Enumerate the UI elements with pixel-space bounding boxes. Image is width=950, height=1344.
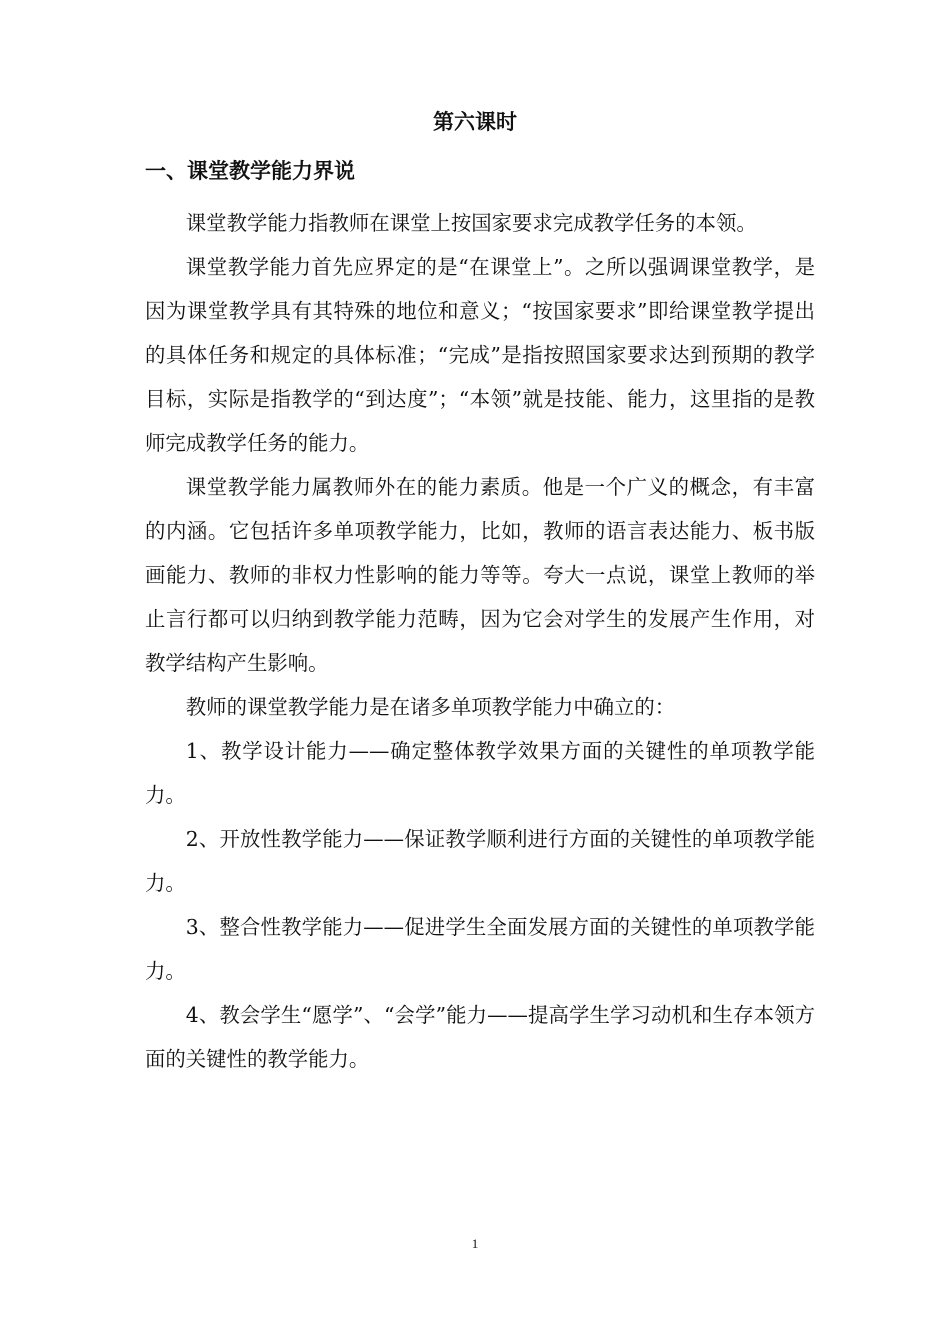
list-item-4: 4、教会学生“愿学”、“会学”能力——提高学生学习动机和生存本领方面的关键性的教学能力。 (145, 1003, 815, 1071)
paragraph-connotation: 课堂教学能力属教师外在的能力素质。他是一个广义的概念，有丰富的内涵。它包括许多单项教学能力，比如，教师的语言表达能力、板书版画能力、教师的非权力性影响的能力等等。夸大一点说，课堂上教师的举止言行都可以归纳到教学能力范畴，因为它会对学生的发展产生作用，对教学结构产生影响。 (145, 475, 815, 675)
page-number: 1 (471, 1236, 479, 1251)
section-heading: 一、课堂教学能力界说 (145, 159, 355, 183)
paragraph-definition: 课堂教学能力指教师在课堂上按国家要求完成教学任务的本领。 (185, 211, 757, 235)
document-body (145, 201, 815, 1081)
paragraph-intro-list: 教师的课堂教学能力是在诸多单项教学能力中确立的： (185, 695, 676, 719)
list-item-1: 1、教学设计能力——确定整体教学效果方面的关键性的单项教学能力。 (145, 739, 815, 807)
paragraph-explanation: 课堂教学能力首先应界定的是“在课堂上”。之所以强调课堂教学，是因为课堂教学具有其特殊的地位和意义；“按国家要求”即给课堂教学提出的具体任务和规定的具体标准；“完成”是指按照国家要求达到预期的教学目标，实际是指教学的“到达度”；“本领”就是技能、能力，这里指的是教师完成教学任务的能力。 (145, 255, 815, 455)
list-item-2: 2、开放性教学能力——保证教学顺利进行方面的关键性的单项教学能力。 (145, 827, 815, 895)
list-item-3: 3、整合性教学能力——促进学生全面发展方面的关键性的单项教学能力。 (145, 915, 815, 983)
page-title: 第六课时 (433, 110, 517, 134)
